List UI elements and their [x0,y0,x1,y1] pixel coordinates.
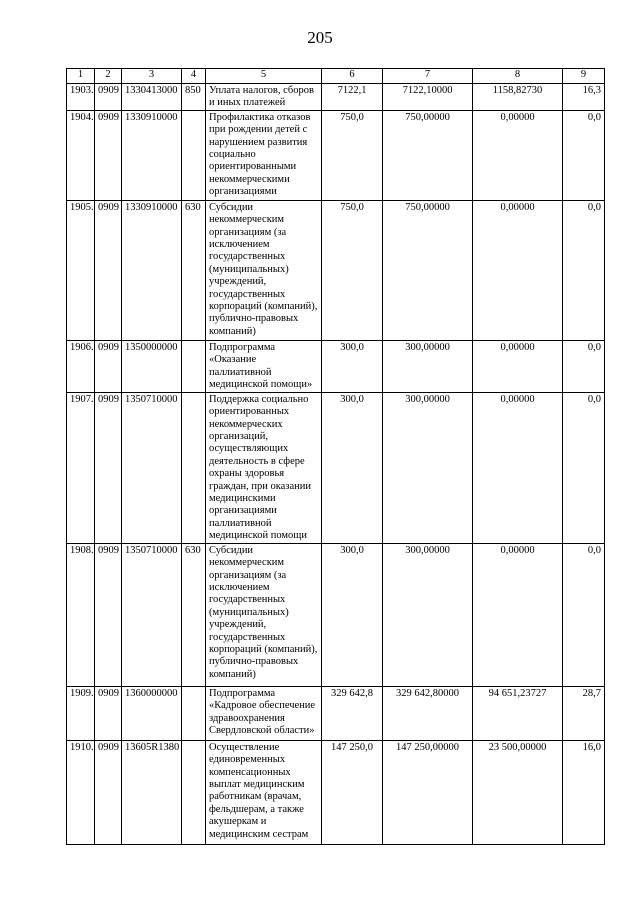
expense-type-code-cell: 630 [182,543,206,686]
target-article-code-cell: 13605R1380 [122,740,182,844]
column-header-9: 9 [563,69,605,84]
expense-type-code-cell [182,686,206,740]
section-code-cell: 0909 [95,110,122,200]
column-header-3: 3 [122,69,182,84]
section-code-cell: 0909 [95,686,122,740]
executed-amount-cell: 0,00000 [473,392,563,543]
row-number-cell: 1904. [67,110,95,200]
approved-amount-cell: 7122,10000 [383,84,473,111]
approved-amount-cell: 750,00000 [383,200,473,340]
row-number-cell: 1909. [67,686,95,740]
column-header-6: 6 [322,69,383,84]
planned-amount-cell: 300,0 [322,392,383,543]
target-article-code-cell: 1330413000 [122,84,182,111]
table-row [67,340,605,392]
expense-type-code-cell [182,110,206,200]
expense-type-code-cell: 630 [182,200,206,340]
expense-type-code-cell [182,740,206,844]
table-row [67,84,605,111]
column-header-4: 4 [182,69,206,84]
planned-amount-cell: 750,0 [322,110,383,200]
item-name-cell [206,84,322,111]
item-name-cell [206,543,322,686]
item-name-cell [206,200,322,340]
executed-amount-cell: 0,00000 [473,340,563,392]
row-number-cell: 1907. [67,392,95,543]
execution-percent-cell: 0,0 [563,340,605,392]
column-header-7: 7 [383,69,473,84]
row-number-cell: 1903. [67,84,95,111]
column-header-1: 1 [67,69,95,84]
table-row [67,740,605,844]
approved-amount-cell: 147 250,00000 [383,740,473,844]
row-number-cell: 1910. [67,740,95,844]
row-number-cell: 1906. [67,340,95,392]
item-name-cell [206,740,322,844]
approved-amount-cell: 300,00000 [383,392,473,543]
item-name-cell [206,686,322,740]
target-article-code-cell: 1330910000 [122,200,182,340]
table-body [67,84,605,845]
item-name-cell [206,340,322,392]
approved-amount-cell: 750,00000 [383,110,473,200]
execution-percent-cell: 28,7 [563,686,605,740]
planned-amount-cell: 147 250,0 [322,740,383,844]
executed-amount-cell: 0,00000 [473,200,563,340]
header-row [67,69,605,84]
table-row [67,110,605,200]
table-row [67,200,605,340]
executed-amount-cell: 0,00000 [473,110,563,200]
item-name-cell [206,392,322,543]
row-number-cell: 1905. [67,200,95,340]
section-code-cell: 0909 [95,392,122,543]
executed-amount-cell: 94 651,23727 [473,686,563,740]
target-article-code-cell: 1350710000 [122,392,182,543]
item-name-text: Профилактика отказов при рождении детей с нарушением развития социально ориентированными некоммерческими организациями [209,111,311,198]
expense-type-code-cell [182,340,206,392]
section-code-cell: 0909 [95,340,122,392]
executed-amount-cell: 23 500,00000 [473,740,563,844]
item-name-text: Поддержка социально ориентированных некоммерческих организаций, осуществляющих деятельность в сфере охраны здоровья граждан, при оказании медицинскими организациями паллиативной медицинской помощи [209,393,311,542]
target-article-code-cell: 1360000000 [122,686,182,740]
row-number-cell: 1908. [67,543,95,686]
planned-amount-cell: 300,0 [322,543,383,686]
item-name-text: Подпрограмма «Кадровое обеспечение здравоохранения Свердловской области» [209,687,316,736]
approved-amount-cell: 300,00000 [383,340,473,392]
execution-percent-cell: 0,0 [563,110,605,200]
table-row [67,686,605,740]
budget-table [66,68,605,845]
planned-amount-cell: 750,0 [322,200,383,340]
item-name-text: Уплата налогов, сборов и иных платежей [209,85,314,109]
execution-percent-cell: 16,3 [563,84,605,111]
target-article-code-cell: 1350000000 [122,340,182,392]
section-code-cell: 0909 [95,740,122,844]
executed-amount-cell: 1158,82730 [473,84,563,111]
approved-amount-cell: 300,00000 [383,543,473,686]
table-row [67,543,605,686]
section-code-cell: 0909 [95,200,122,340]
execution-percent-cell: 16,0 [563,740,605,844]
column-header-8: 8 [473,69,563,84]
expense-type-code-cell: 850 [182,84,206,111]
execution-percent-cell: 0,0 [563,392,605,543]
target-article-code-cell: 1330910000 [122,110,182,200]
planned-amount-cell: 300,0 [322,340,383,392]
target-article-code-cell: 1350710000 [122,543,182,686]
item-name-text: Субсидии некоммерческим организациям (за исключением государственных (муниципальных) учреждений, государственных корпораций (компаний), публично-правовых компаний) [209,201,318,337]
planned-amount-cell: 7122,1 [322,84,383,111]
column-header-5: 5 [206,69,322,84]
execution-percent-cell: 0,0 [563,543,605,686]
item-name-cell [206,110,322,200]
section-code-cell: 0909 [95,84,122,111]
item-name-text: Осуществление единовременных компенсационных выплат медицинским работникам (врачам, фельдшерам, а также акушеркам и медицинским сестрам [209,741,309,840]
item-name-text: Подпрограмма «Оказание паллиативной медицинской помощи» [209,341,313,391]
execution-percent-cell: 0,0 [563,200,605,340]
item-name-text: Субсидии некоммерческим организациям (за исключением государственных (муниципальных) учреждений, государственных корпораций (компаний), публично-правовых компаний) [209,544,318,680]
table-row [67,392,605,543]
column-header-2: 2 [95,69,122,84]
expense-type-code-cell [182,392,206,543]
page-number: 205 [307,28,333,47]
planned-amount-cell: 329 642,8 [322,686,383,740]
executed-amount-cell: 0,00000 [473,543,563,686]
approved-amount-cell: 329 642,80000 [383,686,473,740]
section-code-cell: 0909 [95,543,122,686]
